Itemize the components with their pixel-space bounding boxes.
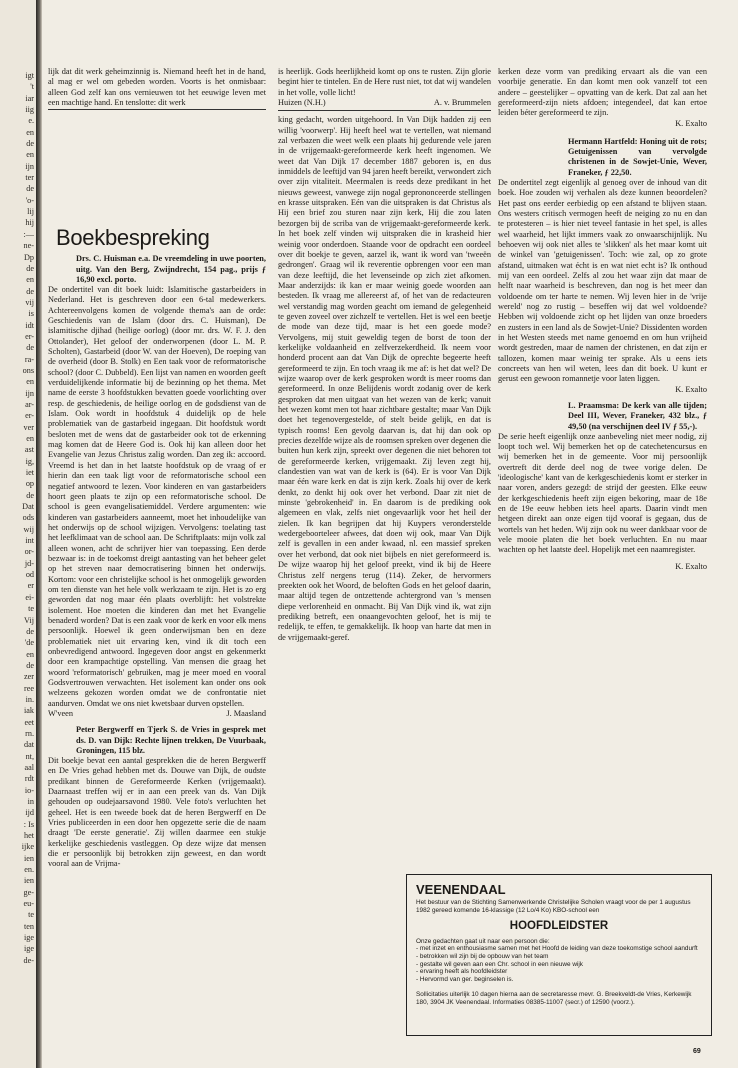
facing-page-fragment: iak <box>23 706 34 716</box>
facing-page-fragment: io- <box>24 785 34 795</box>
facing-page-fragment: ei- <box>25 592 34 602</box>
book-review-text: De ondertitel van dit boek luidt: Islamitische gastarbeiders in Nederland. Het is geschreven door een 6-tal medewerkers. Achtereenvolgens komen de volgende thema's aan de orde: Geschiedenis van de Islam (door drs. C. Huisman), De islamitische djihad (heilige oorlog) (door mr. drs. W. F. J. den Ottolander), Het geloof der onderworpenen (door L. M. P. Scholten), Gastarbeid (door W. van der Hoeven), De roeping van de overheid (door B. Stolk) en Een taak voor de reformatorische school? (door C. Dubbeld). Een lijst van namen en woorden geeft verduidelijkende informatie bij de bezinning op het thema. Met name de eerste 3 hoofdstukken bevatten goede voorlichting over resp. de geschiedenis, de heilige oorlog en de godsdienst van de Islam. Ook wordt in hoofdstuk 4 duidelijk op de hele problematiek van de gastarbeid ingegaan. Dit hoofdstuk wordt besloten met de wens dat de gastarbeider ook tot de erkenning mag komen dat de Heere God is. Ook hij kan alleen door het Evangelie van Jezus Christus zalig worden. Dan zeg ik: accoord. Vreemd is het dan in het laatste hoofdstuk op de vraag of er hierin dan een taak ligt voor de reformatorische school een negatief antwoord te lezen. Voor kinderen en van gastarbeiders hoort geen plaats te zijn op een reformatorische school. De school is geen evangelisatiemiddel. Verdere argumenten: wie kinderen van gastarbeiders aanneemt, moet het inhoudelijke van het onderwijs op de school wijzigen. Vervolgens: toelating tast het leefklimaat van de school aan. De Schriftplaats: mijn volk zal alleen wonen, acht de schrijver hier van toepassing. Een derde bezwaar is: in de toekomst dreigt aantasting van het beheer gelet op het streven naar democratisering binnen het onderwijs. Kortom: voor een christelijke school is het onmogelijk geworden om ten dienste van het hele volk werkzaam te zijn. Het is zo erg geworden dat nog maar één plaats overblijft: het volstrekte isolement. Hoe moeten die kinderen dan met het Evangelie benaderd worden? Dat is een zaak voor de kerk en voor elk mens persoonlijk. Hoewel ik geen onderwijsman ben en deze problematiek niet uit ervaring ken, vind ik dit toch een onbevredigend antwoord. Ingegeven door angst en gekenmerkt door een krampachtige opstelling. Van mensen die graag het woord 'reformatorisch' gebruiken, mag je meer moed en vooral Godsvertrouwen verwachten. Het isolement kan onder ons ook welzeens gekozen worden omdat we de confrontatie niet aandurven. Omdat we ons niet kwetsbaar durven opstellen. <box>48 284 266 708</box>
facing-page-fragment: ter <box>25 173 34 183</box>
facing-page-fragment: aal <box>24 762 34 772</box>
facing-page-fragment: eet <box>24 717 34 727</box>
facing-page-fragment: ige <box>23 933 34 943</box>
facing-page-fragment: rn. <box>25 728 34 738</box>
facing-page-fragment: het <box>23 831 34 841</box>
book-review-text: De ondertitel zegt eigenlijk al genoeg over de inhoud van dit boek. Hoe zouden wij verhalen als deze kunnen beoordelen? Het past ons eerder eerbiedig op een afstand te blijven staan. Ons westers critisch vermogen heeft de neiging zo nu en dan te protesteren – is hier niet teveel fantasie in het spel, is alles wel waarheid, het lijkt immers vaak zo onwaarschijnlijk. Nu behoeven wij ook niet alles te 'slikken' als het maar komt uit de winkel van 'getuigenissen'. Toch: wie zal, op zo grote afstand, uitmaken wat écht is en wat niet echt is? Ik onthoud mij van een oordeel. Zelfs al zou het waar zijn dat maar de helft naar waarheid is beschreven, dan nog is het meer dan voldoende om ter harte te nemen. Wij leven hier in de 'vrije wereld' nog zo rustig – beseffen wij dat wel voldoende? Hebben wij voldoende zicht op het lijden van onze broeders en zusters in een land als de Sowjet-Unie? Dissidenten worden in het Westen steeds met name genoemd en om hun vrijheid wordt gestreden, maar de namen der christenen, en dat zijn er tallozen, komen maar weinig ter sprake. Als u eens iets concreets van hen wil weten, lees dan dit boek. U kunt er gerust een gewoon romannetje voor laten liggen. <box>498 177 707 384</box>
facing-page-fragment: : Is <box>23 819 34 829</box>
facing-page-fragment: idt <box>25 320 34 330</box>
facing-page-fragment: ijn <box>25 388 34 398</box>
facing-page-fragment: iet <box>25 468 34 478</box>
facing-page-fragment: ver <box>23 422 34 432</box>
facing-page-fragment: de <box>26 343 34 353</box>
facing-page-fragment: ods <box>22 513 34 523</box>
book-review-text: De serie heeft eigenlijk onze aanbeveling niet meer nodig, zij loopt toch wel. Wij bemerken het op de catechetencursus en wij bemerken het in de gemeente. Voor mij persoonlijk overtreft dit derde deel nog de twee vorige delen. De 'ideologische' kant van de kerkgeschiedenis komt er sterker in naar voren, anders gezegd: de strijd der geesten. Elke eeuw der kerkgeschiedenis heeft zijn eigen bekoring, maar de 18e en de 19e eeuw hebben iets heel aparts. Daarin vindt men hetgeen direkt aan onze eigen tijd vooraf is gegaan, dus de wortels van het heden. Wij zijn ook nu weer dankbaar voor de vele mooie platen die het boek verluchten. En nu maar wachten op het laatste deel. Hopelijk met een naamregister. <box>498 431 707 555</box>
facing-page-fragment: od <box>25 570 34 580</box>
facing-page-fragment: de <box>26 490 34 500</box>
facing-page-fragment: op <box>25 479 34 489</box>
facing-page-fragment: en <box>26 434 34 443</box>
facing-page-fragment: en <box>26 275 34 285</box>
facing-page-fragment: er- <box>25 331 34 341</box>
facing-page-fragment: ast <box>24 445 34 455</box>
facing-page-fragment: ree <box>24 683 34 693</box>
facing-page-fragment: te <box>28 604 34 614</box>
facing-page-fragment: vij <box>25 297 34 307</box>
review-signature <box>498 119 707 129</box>
article-author: A. v. Brummelen <box>433 98 491 108</box>
review-author: K. Exalto <box>675 118 707 128</box>
facing-page-fragment: ne- <box>23 241 34 251</box>
book-review-heading: L. Praamsma: De kerk van alle tijden; Deel III, Wever, Franeker, 432 blz., ƒ 49,50 (na verschijnen deel IV ƒ 55,-). <box>568 401 707 431</box>
facing-page-fragment: ijd <box>25 808 34 818</box>
ad-requirement: - betrokken wil zijn bij de opbouw van het team <box>416 953 702 961</box>
facing-page-fragment: in <box>27 797 34 806</box>
job-advertisement <box>406 874 712 1036</box>
article-signature <box>278 98 491 108</box>
facing-page-fragment: lij <box>27 207 34 217</box>
facing-page-fragment: ige <box>23 944 34 954</box>
ad-requirement: - gestalte wil geven aan een Chr. school in een nieuwe wijk <box>416 961 702 969</box>
facing-page-fragment: en <box>26 377 34 387</box>
column-1 <box>48 67 266 870</box>
facing-page-fragment: iar <box>25 93 34 103</box>
facing-page-fragment: hij <box>25 218 34 228</box>
book-review-text: Dit boekje bevat een aantal gesprekken die de heren Bergwerff en De Vries gehad hebben met ds. Douwe van Dijk, de oudste predikant binnen de Gereformeerde Kerken (vrijgemaakt). Daarnaast treffen wij er in aan een preek van ds. Van Dijk gehouden op oudejaarsavond 1980. Vele foto's verluchten het geheel. Het is een tweede boek dat de heren Bergwerff en De Vries publiceerden in een door hen opgezette serie die de naam draagt 'De eerste generatie'. Zij willen daarmee een stukje kerkelijke geschiedenis vastleggen. Op deze wijze dat mensen die er persoonlijk bij betrokken zijn geweest, en dan wordt vooral aan de Vrijma- <box>48 756 266 869</box>
facing-page-fragment: en. <box>24 865 34 875</box>
facing-page-fragment: de <box>26 139 34 149</box>
book-review-text: king gedacht, worden uitgehoord. In Van Dijk hadden zij een willig 'voorwerp'. Hij heeft heel wat te vertellen, wat niemand zal verbazen die weet welk een plaats hij gedurende vele jaren in de vrijgemaakt-gereformeerde kerk heeft ingenomen. We weet dat Van Dijk 17 december 1887 geboren is, en dus inmiddels de leeftijd van 94 jaren heeft bereikt, verwondert zich over zijn vitaliteit. Meermalen is reeds deze predikant in het nieuws geweest, vanwege zijn nogal geprononceerde stellingen en krasse uitspraken. Eén van die uitspraken is dat Christus als Hij een brief zou sturen naar zijn kerk, Hij die zou laten bezorgen bij de scriba van de vrijgemaakt-gereformeerde kerk. In het boek zelf vinden wij uitspraken die in krasheid hier weinig voor onderdoen. Staande voor de opdracht een oordeel over dit boekje te geven, aarzel ik, want ik word van 'tweeën gedrongen'. Graag wil ik reverentie opbrengen voor een man van deze leeftijd, die het levenseinde op zich ziet afkomen. Maar anderzijds: ik kan er maar weinig goede woorden aan besteden. Ik vraag me allereerst af, of het van de redacteuren wel verstandig mag worden geacht om iemand de gelegenheid te geven zoveel over zichzelf te vertellen. Het is wel een beetje de mode van deze tijd, maar is het een goede mode? Vervolgens, mij stuit geweldig tegen de borst de toon der kerkelijke voldaanheid en zelfverzekerdheid. Ik neem voor honderd procent aan dat Van Dijk de oprechte begeerte heeft gereformeerd te zijn. En toch vraag ik me af: is het dat wel? De wijze waarop over de kerk gesproken wordt is meer rooms dan gereformeerd. In onze Belijdenis wordt zodanig over de kerk gesproken dat men uitgaat van het wezen van de kerk; vanuit het wezen komt men tot haar zichtbare gestalte; maar Van Dijk doet het tegenovergestelde, of stelt beide gelijk, en dat is typisch rooms! Een gevolg daarvan is, dat hij dan ook op precies dezelfde wijze als de roomsen spreken over degenen die buiten hun kerk zijn, spreekt over degenen die niet behoren tot de gereformeerde kerken, vrijgemaakt. Zij leven zegt hij, clandestien van wat van de kerk is (64). Er is voor Van Dijk maar één ware kerk en dat is zijn kerk. Zoals hij over de kerk denkt, zo denkt hij ook over het verbond. Daar zit niet de minste 'gebrokenheid' in. En daarom is de prediking ook algemeen en vlak, zelfs niet ongevaarlijk voor het heil der zielen. Ik kan begrijpen dat hij Kuypers veronderstelde wedergeboorteleer afwees, dat doen wij ook, maar Van Dijk zelf is gevallen in een ander kwaad, nl. een massief spreken over het verbond, dat ook niet bijbels en niet gereformeerd is. De wijze waarop hij het geloof preekt, vind ik bij de Heere Christus zelf nergens terug (114). Zeker, de hervormers preekten ook het Woord, de beloften Gods en het geloof daarin, maar altijd tegen de ontzettende achtergrond van 's mensen diepe verlorenheid en onmacht. Bij Van Dijk vind ik, wat zijn prediking betreft, een onaangevochten geloof, het is mij te redelijk, te effen, te gemakkelijk. Ik hoop van harte dat men in de vrijgemaakt-geref. <box>278 115 491 642</box>
facing-page-fragment: wij <box>23 524 34 534</box>
facing-page-fragment: er- <box>25 411 34 421</box>
facing-page-fragment: or- <box>24 547 34 557</box>
facing-page-fragment: int <box>25 536 34 546</box>
column-3 <box>498 67 707 574</box>
book-review-heading: Peter Bergwerff en Tjerk S. de Vries in gesprek met ds. D. van Dijk: Rechte lijnen trekken, De Vuurbaak, Groningen, 115 blz. <box>76 725 266 755</box>
page-number: 69 <box>693 1048 701 1055</box>
facing-page-fragment: jd- <box>24 558 34 568</box>
facing-page-fragment: er <box>27 581 34 591</box>
ad-intro: Het bestuur van de Stichting Samenwerkende Christelijke Scholen vraagt voor de per 1 augustus 1982 gereed komende 16-klassige (12 Lo/4 Ko) KBO-school een <box>416 899 691 914</box>
facing-page-fragment: is <box>28 309 34 319</box>
facing-page-fragment: ge- <box>23 887 34 897</box>
ad-requirement: - met inzet en enthousiasme samen met het Hoofd de leiding van deze toekomstige school aandurft <box>416 945 702 953</box>
facing-page-fragment: en <box>26 649 34 659</box>
facing-page-fragment: ien <box>23 876 34 886</box>
ad-requirements-list <box>416 945 702 983</box>
review-signature <box>498 562 707 572</box>
facing-page-fragment: nt, <box>25 751 34 761</box>
facing-page-fragment: ijn <box>25 161 34 171</box>
facing-page-fragment: ijke <box>21 842 34 852</box>
ad-requirement: - Hervormd van ger. beginselen is. <box>416 976 702 984</box>
facing-page-fragment: Dp <box>23 252 34 262</box>
ad-requirement: - ervaring heeft als hoofdleidster <box>416 968 702 976</box>
previous-article-continuation: is heerlijk. Gods heerlijkheid komt op ons te rusten. Zijn glorie begint hier te tintelen. En de Here rust niet, tot dat wij wandelen in het volle, volle licht! <box>278 67 491 97</box>
facing-page-fragment: e. <box>28 116 34 126</box>
ad-title: VEENENDAAL <box>416 882 506 897</box>
facing-page-text-fragments <box>22 70 34 966</box>
facing-page-fragment: ra- <box>24 354 34 364</box>
facing-page-fragment: ar- <box>25 399 34 409</box>
facing-page-fragment: de <box>26 660 34 670</box>
facing-page-fragment: de- <box>23 955 34 965</box>
facing-page-fragment: zer <box>24 672 34 682</box>
facing-page-fragment: de <box>26 184 34 194</box>
facing-page-fragment: Dat <box>22 502 34 512</box>
article-divider <box>48 109 266 110</box>
facing-page-fragment: eu- <box>23 899 34 909</box>
facing-page-fragment: de <box>26 626 34 636</box>
ad-requirements-intro: Onze gedachten gaat uit naar een persoon die: <box>416 937 550 945</box>
facing-page-fragment: iig <box>25 105 34 115</box>
article-place: Huizen (N.H.) <box>278 98 326 108</box>
ad-contact: Sollicitaties uiterlijk 10 dagen hierna aan de secretaresse mevr. G. Breekveldt-de Vries, Kerkewijk 180, 3904 JK Veenendaal. Informaties 08385-11007 (secr.) of 12590 (voorz.). <box>416 991 692 1006</box>
facing-page-fragment: ig, <box>25 456 34 466</box>
facing-page-fragment: de <box>26 286 34 296</box>
ad-position: HOOFDLEIDSTER <box>509 920 609 933</box>
facing-page-fragment: en <box>26 150 34 160</box>
facing-page-fragment: dat <box>23 740 34 750</box>
column-2 <box>278 67 491 643</box>
review-signature <box>48 709 266 719</box>
review-author: K. Exalto <box>675 561 707 571</box>
facing-page-fragment: igt <box>25 71 34 80</box>
review-author: J. Maasland <box>226 709 266 719</box>
section-title: Boekbespreking <box>56 225 210 251</box>
facing-page-edge <box>0 0 36 1068</box>
facing-page-fragment: de <box>26 263 34 273</box>
facing-page-fragment: en <box>26 127 34 137</box>
facing-page-fragment: 'de <box>24 638 34 648</box>
facing-page-fragment: rdt <box>24 774 34 784</box>
facing-page-fragment: ons <box>22 365 34 375</box>
article-divider <box>278 110 491 111</box>
facing-page-fragment: ten <box>23 921 34 931</box>
review-signature <box>498 385 707 395</box>
book-review-heading: Drs. C. Huisman e.a. De vreemdeling in uwe poorten, uitg. Van den Berg, Zwijndrecht, 154 pag., prijs ƒ 16,90 excl. porto. <box>76 254 266 284</box>
facing-page-fragment: te <box>28 910 34 920</box>
facing-page-fragment: 'o- <box>25 195 34 205</box>
facing-page-fragment: 't <box>30 82 34 92</box>
previous-article-continuation: lijk dat dit werk geheimzinnig is. Niemand heeft het in de hand, al mag er wel om gebeden worden. Voorts is het onmisbaar: alleen God zelf kan ons vernieuwen tot het eeuwige leven met een machtige hand. En tenslotte: dit werk <box>48 67 266 108</box>
facing-page-fragment: Vij <box>24 615 34 625</box>
review-author: K. Exalto <box>675 384 707 394</box>
review-place: W'veen <box>48 709 73 719</box>
facing-page-fragment: ien <box>23 853 34 863</box>
facing-page-fragment: :— <box>23 229 34 239</box>
book-review-heading: Hermann Hartfeld: Honing uit de rots; Getuigenissen van vervolgde christenen in de Sowjet-Unie, Wever, Franeker, ƒ 22,50. <box>568 137 707 177</box>
book-review-text: kerken deze vorm van prediking ervaart als die van een voorbije generatie. En dan komt men ook vanzelf tot een andere – geestelijker – opvatting van de kerk. Dat zal aan het gereformeerd-zijn niets afdoen; integendeel, dat kan ertoe leiden béter gereformeerd te zijn. <box>498 67 707 118</box>
facing-page-fragment: in. <box>25 694 34 704</box>
